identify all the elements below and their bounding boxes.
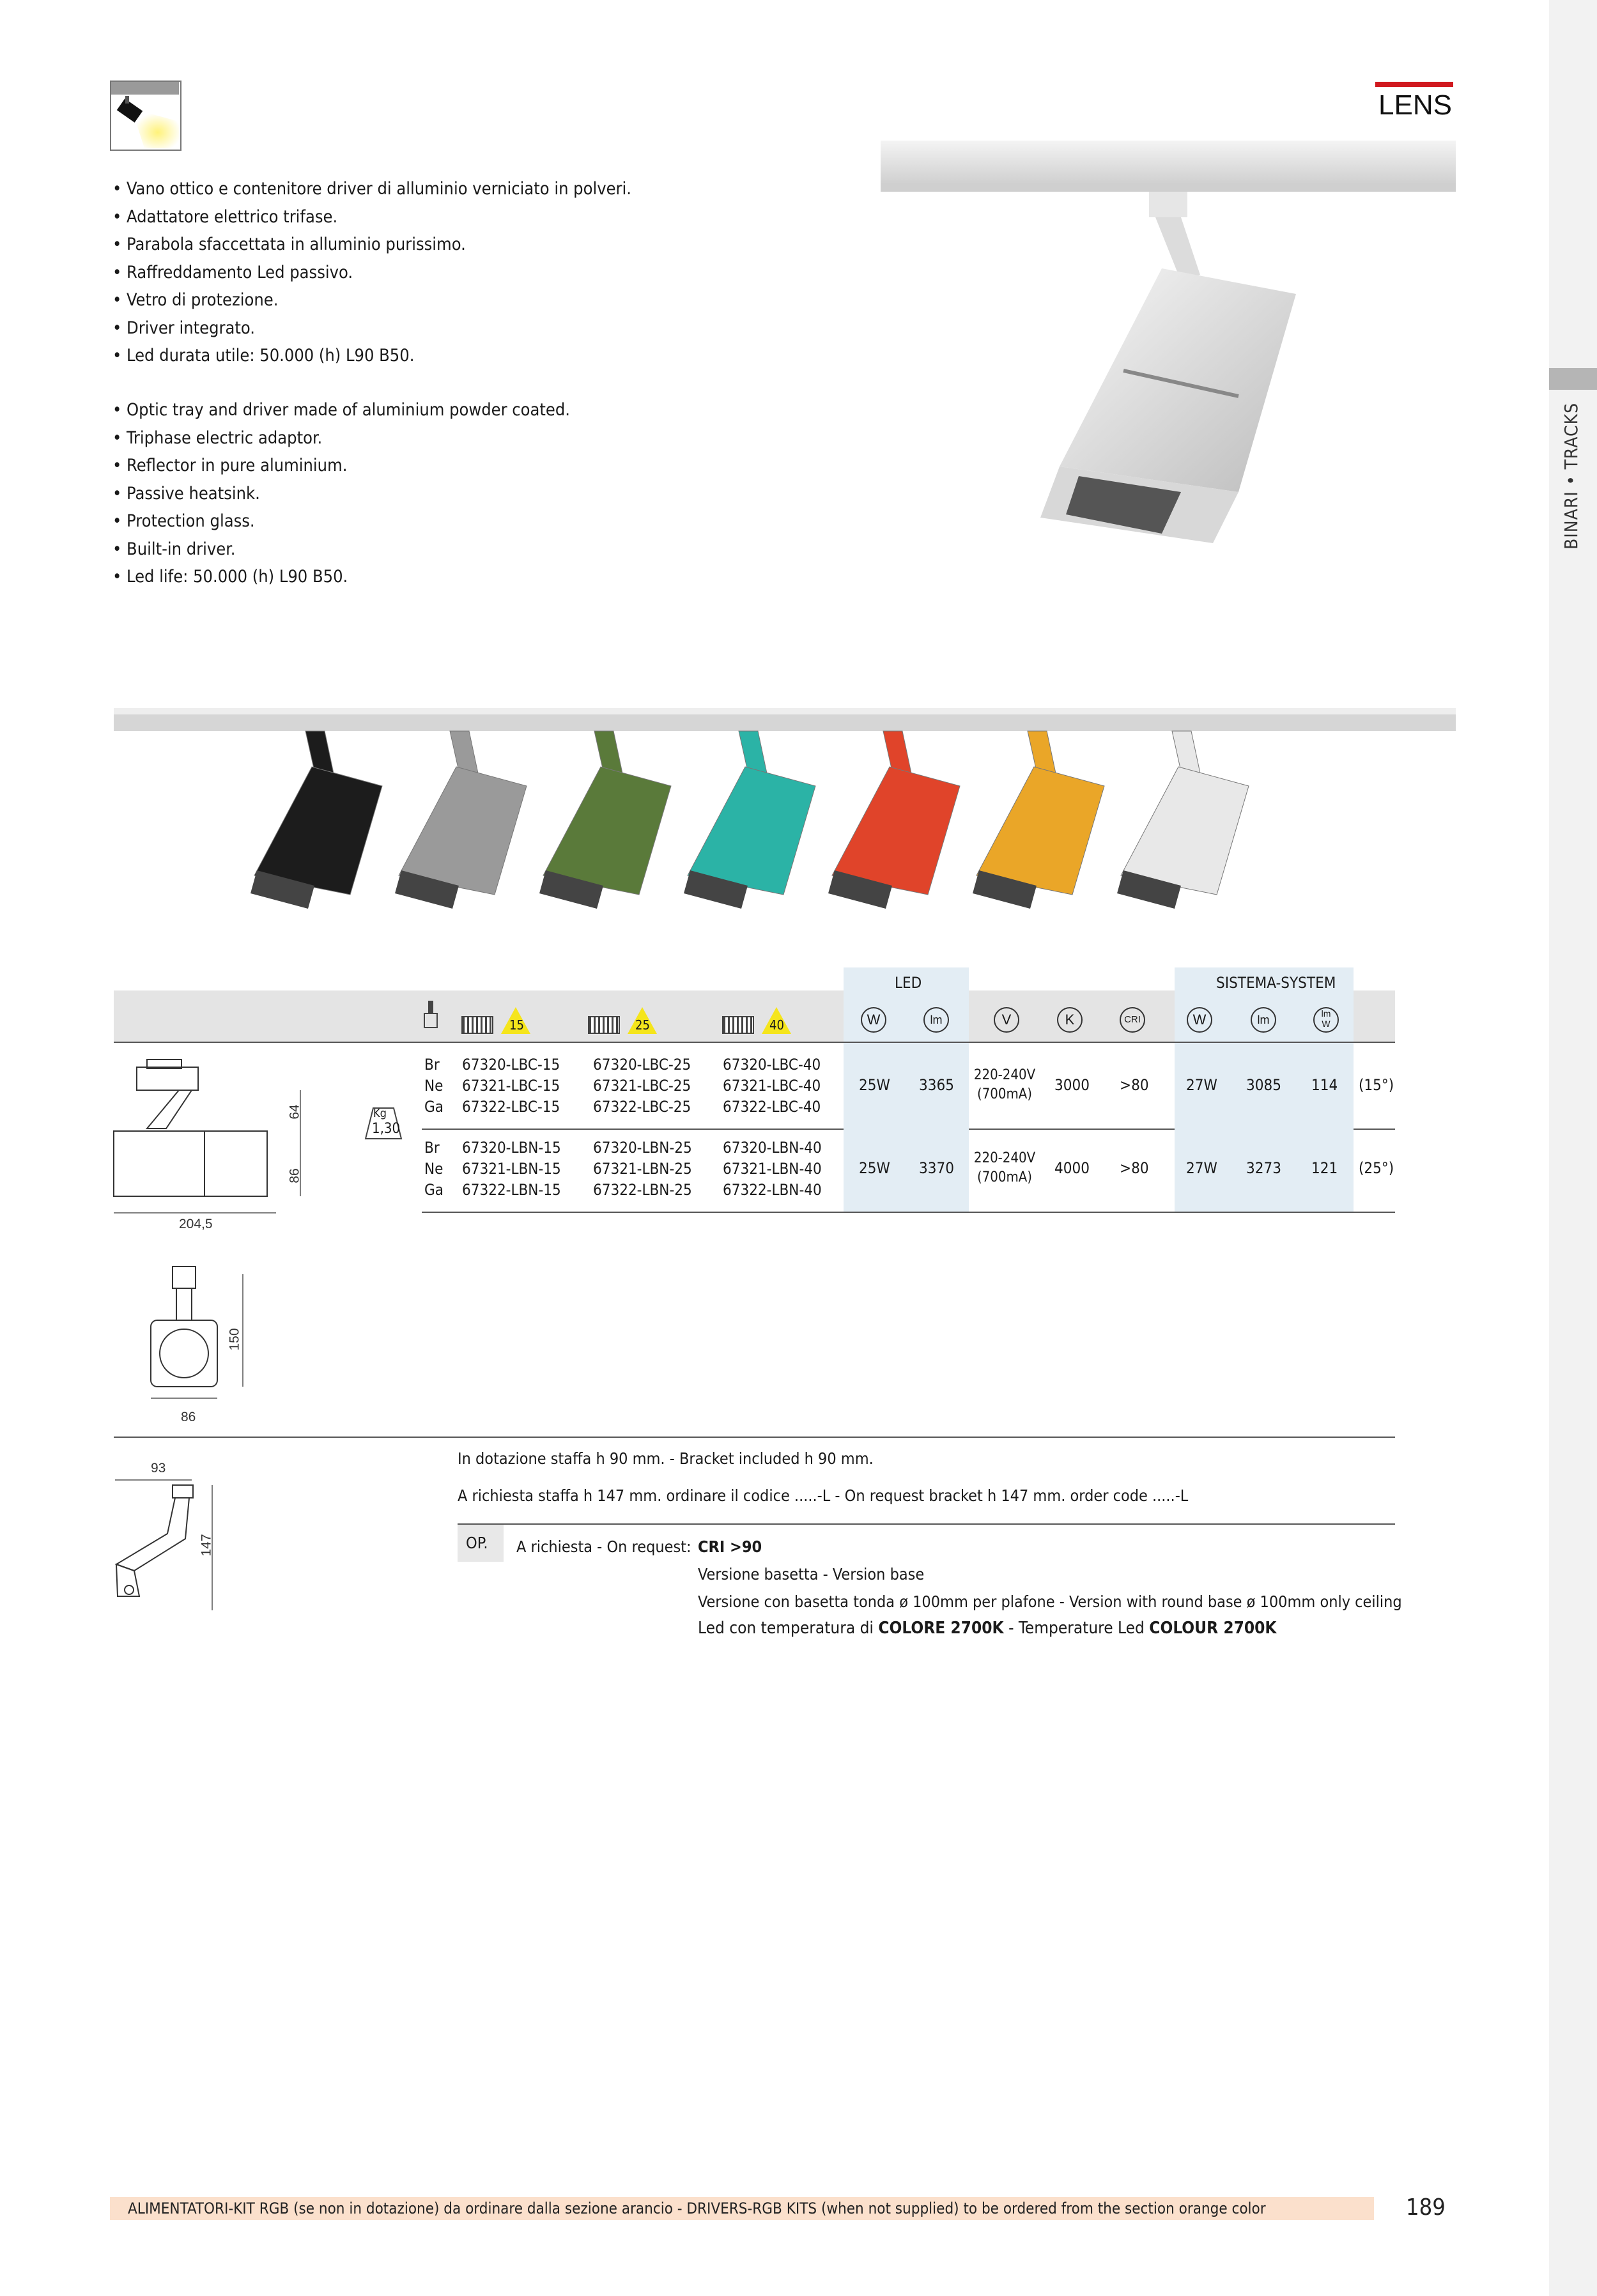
section-label: BINARI • TRACKS bbox=[1561, 402, 1582, 550]
option-base: Versione basetta - Version base bbox=[698, 1565, 925, 1583]
footer-note: ALIMENTATORI-KIT RGB (se non in dotazione) da ordinare dalla sezione arancio - DRIVERS-RGB KITS (when not supplied) to be ordered from the section orange color bbox=[128, 2200, 1266, 2217]
drive-current: (700mA) bbox=[976, 1086, 1033, 1102]
beam-40-icon bbox=[722, 1016, 754, 1034]
table-rule bbox=[422, 1212, 1395, 1213]
efficacy: 114 bbox=[1311, 1076, 1338, 1094]
dim-side-h1: 64 bbox=[287, 1104, 302, 1120]
feature-item: • Driver integrato. bbox=[112, 318, 256, 338]
finish-codes bbox=[424, 1137, 444, 1201]
system-data-band bbox=[1175, 1043, 1354, 1212]
product-code: 67320-LBC-25 bbox=[593, 1056, 691, 1074]
product-code: 67321-LBN-25 bbox=[593, 1160, 692, 1178]
finish-brush-icon bbox=[422, 999, 441, 1031]
system-lumen: 3085 bbox=[1246, 1076, 1281, 1094]
product-code: 67320-LBN-40 bbox=[723, 1139, 822, 1157]
kelvin-icon: K bbox=[1057, 1007, 1083, 1033]
finish-ne: Ne bbox=[424, 1077, 444, 1095]
page-number: 189 bbox=[1406, 2194, 1446, 2221]
feature-item: • Vetro di protezione. bbox=[112, 290, 279, 310]
dim-side-width: 204,5 bbox=[179, 1217, 213, 1231]
led-data-band bbox=[844, 1043, 969, 1212]
voltage bbox=[973, 1066, 1037, 1104]
side-view-drawing bbox=[109, 1054, 320, 1246]
product-code: 67321-LBC-25 bbox=[593, 1077, 691, 1095]
bracket-included-note: In dotazione staffa h 90 mm. - Bracket included h 90 mm. bbox=[458, 1449, 874, 1468]
feature-item: • Reflector in pure aluminium. bbox=[112, 456, 348, 475]
efficacy: 121 bbox=[1311, 1159, 1338, 1177]
bracket-drawing bbox=[109, 1475, 236, 1615]
beam-15-icon bbox=[461, 1016, 493, 1034]
fixture-2 bbox=[395, 731, 527, 909]
led-lumen: 3365 bbox=[919, 1076, 954, 1094]
feature-item: • Vano ottico e contenitore driver di alluminio verniciato in polveri. bbox=[112, 179, 631, 199]
options-rule bbox=[458, 1523, 1395, 1525]
product-title: LENS bbox=[1378, 89, 1452, 121]
op-label: OP. bbox=[466, 1534, 488, 1552]
fixture-6 bbox=[973, 731, 1104, 909]
feature-item: • Optic tray and driver made of aluminium powder coated. bbox=[112, 400, 571, 420]
dim-bracket-width: 93 bbox=[151, 1461, 166, 1475]
led-lumen: 3370 bbox=[919, 1159, 954, 1177]
system-lumen-icon: lm bbox=[1251, 1007, 1276, 1033]
color-temp-en: COLOUR 2700K bbox=[1149, 1619, 1277, 1638]
feature-item: • Raffreddamento Led passivo. bbox=[112, 262, 353, 282]
fixture-group bbox=[251, 731, 1249, 909]
product-code: 67322-LBN-15 bbox=[462, 1181, 561, 1199]
fixture-1 bbox=[251, 731, 382, 909]
system-group-label: SISTEMA-SYSTEM bbox=[1216, 974, 1336, 992]
track-icon bbox=[111, 82, 179, 95]
efficacy-icon-bottom: W bbox=[1322, 1019, 1331, 1029]
product-code: 67320-LBC-15 bbox=[462, 1056, 560, 1074]
fixture-5 bbox=[828, 731, 960, 909]
system-watt-icon: W bbox=[1187, 1007, 1212, 1033]
beam-40-label: 40 bbox=[769, 1017, 784, 1033]
feature-item: • Protection glass. bbox=[112, 511, 255, 531]
led-watt: 25W bbox=[859, 1076, 890, 1094]
finish-ga: Ga bbox=[424, 1098, 444, 1116]
color-temp-prefix: Led con temperatura di bbox=[698, 1619, 879, 1638]
dim-side-h2: 86 bbox=[287, 1168, 302, 1183]
feature-item: • Parabola sfaccettata in alluminio purissimo. bbox=[112, 235, 466, 254]
weight-badge bbox=[364, 1106, 403, 1140]
title-accent-rule bbox=[1375, 82, 1453, 87]
finish-br: Br bbox=[424, 1056, 440, 1074]
feature-item: • Led durata utile: 50.000 (h) L90 B50. bbox=[112, 346, 415, 366]
features-italian bbox=[112, 175, 631, 370]
cri-option: CRI >90 bbox=[698, 1537, 762, 1556]
product-code: 67322-LBC-40 bbox=[723, 1098, 821, 1116]
product-code: 67321-LBN-15 bbox=[462, 1160, 561, 1178]
beam-15-label: 15 bbox=[509, 1017, 524, 1033]
product-code: 67322-LBC-15 bbox=[462, 1098, 560, 1116]
cri-value: >80 bbox=[1120, 1076, 1149, 1094]
system-lumen: 3273 bbox=[1246, 1159, 1281, 1177]
efficacy-icon bbox=[1313, 1007, 1339, 1033]
section-rule bbox=[114, 1437, 1395, 1438]
product-code: 67321-LBC-40 bbox=[723, 1077, 821, 1095]
beam-angle: (25°) bbox=[1359, 1159, 1394, 1177]
fixture-3 bbox=[539, 731, 671, 909]
product-code: 67320-LBN-25 bbox=[593, 1139, 692, 1157]
color-temp-it: COLORE 2700K bbox=[878, 1619, 1004, 1638]
option-round-base: Versione con basetta tonda ø 100mm per plafone - Version with round base ø 100mm only ceiling bbox=[698, 1592, 1402, 1611]
codes-15-column bbox=[462, 1054, 560, 1118]
beam-angle: (15°) bbox=[1359, 1076, 1394, 1094]
color-temperature: 4000 bbox=[1054, 1159, 1090, 1177]
color-temp-mid: - Temperature Led bbox=[1003, 1619, 1150, 1638]
product-code: 67320-LBC-40 bbox=[723, 1056, 821, 1074]
product-code: 67320-LBN-15 bbox=[462, 1139, 561, 1157]
volt-icon: V bbox=[994, 1007, 1019, 1033]
efficacy-icon-top: lm bbox=[1321, 1008, 1331, 1019]
on-request-label: A richiesta - On request: bbox=[516, 1537, 691, 1556]
finish-ga: Ga bbox=[424, 1181, 444, 1199]
weight-value: 1,30 bbox=[372, 1121, 401, 1137]
cri-icon: CRI bbox=[1120, 1007, 1145, 1033]
product-code: 67322-LBN-40 bbox=[723, 1181, 822, 1199]
feature-item: • Triphase electric adaptor. bbox=[112, 428, 323, 448]
dim-bracket-height: 147 bbox=[199, 1534, 214, 1557]
option-color-temp bbox=[698, 1619, 1277, 1638]
feature-item: • Adattatore elettrico trifase. bbox=[112, 206, 338, 227]
voltage-range: 220-240V bbox=[973, 1067, 1036, 1083]
codes-40-column bbox=[723, 1137, 822, 1201]
fixture-4 bbox=[684, 731, 815, 909]
feature-item: • Passive heatsink. bbox=[112, 483, 260, 504]
watt-icon: W bbox=[861, 1007, 886, 1033]
beam-25-label: 25 bbox=[635, 1017, 650, 1033]
fixture-7 bbox=[1117, 731, 1249, 909]
drive-current: (700mA) bbox=[976, 1169, 1033, 1185]
color-variants-image bbox=[114, 703, 1456, 920]
dim-front-height: 150 bbox=[227, 1328, 242, 1351]
finish-ne: Ne bbox=[424, 1160, 444, 1178]
system-watt: 27W bbox=[1186, 1076, 1217, 1094]
led-watt: 25W bbox=[859, 1159, 890, 1177]
product-code: 67321-LBC-15 bbox=[462, 1077, 560, 1095]
color-temperature: 3000 bbox=[1054, 1076, 1090, 1094]
codes-25-column bbox=[593, 1137, 692, 1201]
lumen-icon: lm bbox=[923, 1007, 949, 1033]
feature-item: • Led life: 50.000 (h) L90 B50. bbox=[112, 567, 348, 587]
voltage-range: 220-240V bbox=[973, 1150, 1036, 1166]
led-group-label: LED bbox=[895, 974, 922, 992]
codes-15-column bbox=[462, 1137, 561, 1201]
codes-25-column bbox=[593, 1054, 691, 1118]
cri-value: >80 bbox=[1120, 1159, 1149, 1177]
dim-front-width: 86 bbox=[181, 1410, 196, 1424]
beam-25-icon bbox=[588, 1016, 620, 1034]
product-hero-image bbox=[881, 134, 1456, 569]
product-code: 67322-LBN-25 bbox=[593, 1181, 692, 1199]
product-code: 67322-LBC-25 bbox=[593, 1098, 691, 1116]
weight-unit: Kg bbox=[373, 1107, 387, 1120]
side-tab-marker bbox=[1549, 368, 1597, 390]
spotlight-icon bbox=[112, 96, 179, 148]
finish-br: Br bbox=[424, 1139, 440, 1157]
feature-item: • Built-in driver. bbox=[112, 539, 236, 559]
voltage bbox=[973, 1149, 1037, 1187]
bracket-request-note: A richiesta staffa h 147 mm. ordinare il codice .....-L - On request bracket h 147 mm. order code .....-L bbox=[458, 1486, 1189, 1505]
system-watt: 27W bbox=[1186, 1159, 1217, 1177]
side-tab-bar bbox=[1549, 0, 1597, 2296]
finish-codes bbox=[424, 1054, 444, 1118]
codes-40-column bbox=[723, 1054, 821, 1118]
product-code: 67321-LBN-40 bbox=[723, 1160, 822, 1178]
features-english bbox=[112, 396, 570, 591]
